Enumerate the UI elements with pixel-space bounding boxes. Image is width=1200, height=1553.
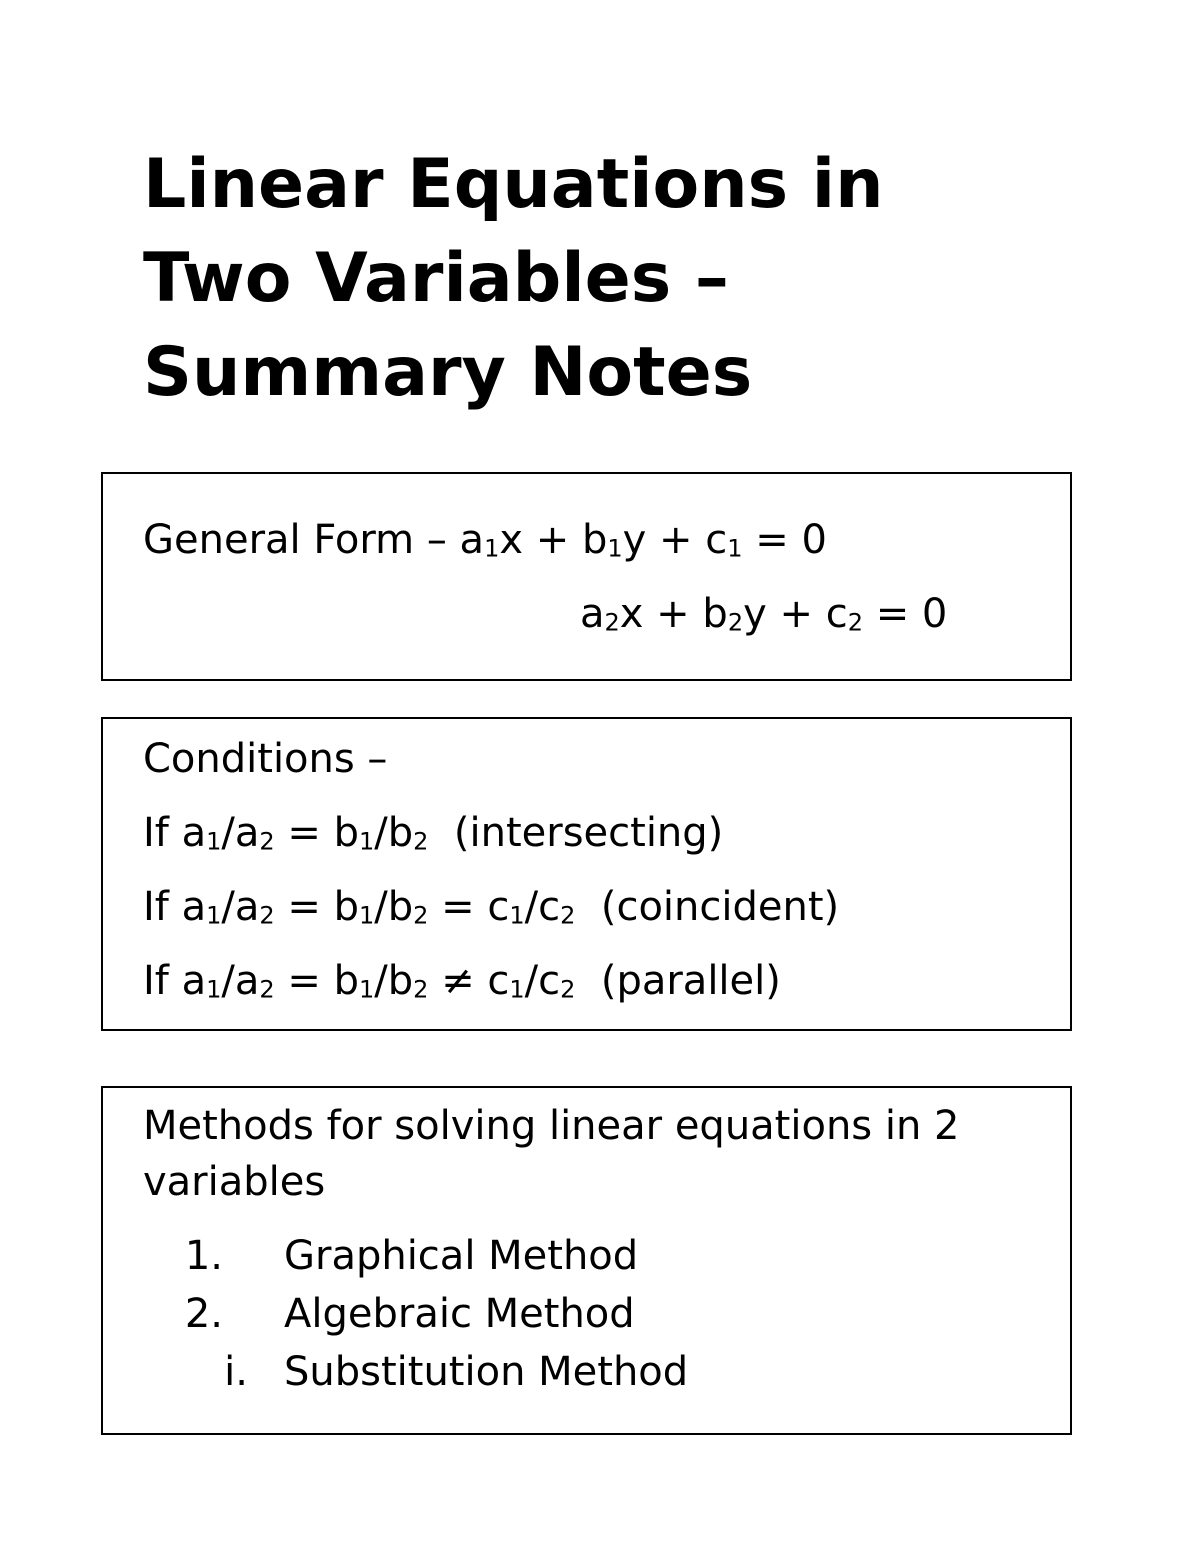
list-marker: i. — [224, 1349, 248, 1395]
conditions-heading: Conditions – — [143, 736, 388, 782]
list-marker: 1. — [184, 1233, 223, 1279]
methods-heading-line-2: variables — [143, 1159, 326, 1205]
title-line-1: Linear Equations in — [143, 145, 884, 224]
list-item-label: Graphical Method — [284, 1233, 639, 1279]
title-line-3: Summary Notes — [143, 333, 753, 412]
title-line-2: Two Variables – — [143, 239, 729, 318]
list-item-label: Substitution Method — [284, 1349, 689, 1395]
condition-intersecting: If $a_1/a_2 = b_1/b_2$ (intersecting) — [143, 810, 724, 856]
general-form-label: General Form – — [143, 517, 460, 563]
methods-box — [101, 1086, 1072, 1435]
list-marker: 2. — [184, 1291, 223, 1337]
methods-heading-line-1: Methods for solving linear equations in 2 — [143, 1103, 960, 1149]
condition-parallel: If $a_1/a_2 = b_1/b_2 \ne c_1/c_2$ (parallel) — [143, 958, 781, 1004]
general-form-equation-1: General Form – $a_1x + b_1y + c_1 = 0$ — [143, 517, 827, 563]
general-form-box — [101, 472, 1072, 681]
condition-coincident: If $a_1/a_2 = b_1/b_2 = c_1/c_2$ (coincident) — [143, 884, 840, 930]
conditions-box — [101, 717, 1072, 1031]
page-title — [143, 138, 1043, 420]
list-item-label: Algebraic Method — [284, 1291, 635, 1337]
general-form-equation-2: $a_2x + b_2y + c_2 = 0$ — [580, 591, 948, 637]
